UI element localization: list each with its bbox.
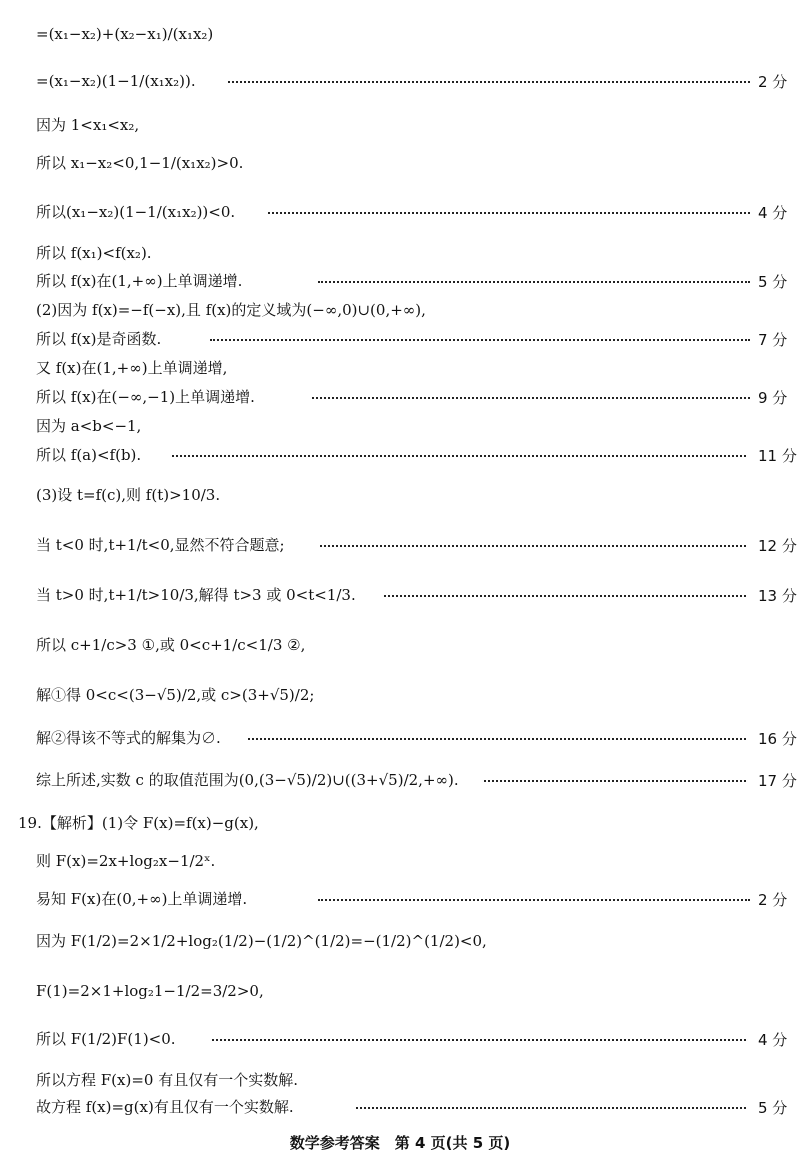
answer-line — [0, 411, 800, 441]
score-mark: 7 分 — [758, 330, 788, 349]
leader-dots — [312, 397, 750, 399]
leader-dots — [172, 455, 746, 457]
math-step: =(x₁−x₂)(1−1/(x₁x₂)). — [36, 71, 196, 90]
math-step: (3)设 t=f(c),则 f(t)>10/3. — [36, 485, 221, 504]
score-mark: 5 分 — [758, 1098, 788, 1117]
math-step: 解①得 0<c<(3−√5)/2,或 c>(3+√5)/2; — [36, 685, 315, 704]
score-mark: 2 分 — [758, 890, 788, 909]
score-mark: 4 分 — [758, 1030, 788, 1049]
math-step: 所以 f(x)在(−∞,−1)上单调递增. — [36, 387, 255, 406]
answer-line — [0, 765, 800, 795]
leader-dots — [484, 780, 746, 782]
math-step: 所以 f(x)是奇函数. — [36, 329, 162, 348]
math-step: 所以 F(1/2)F(1)<0. — [36, 1029, 176, 1048]
score-mark: 11 分 — [758, 446, 797, 465]
math-step: 综上所述,实数 c 的取值范围为(0,(3−√5)/2)∪((3+√5)/2,+∞). — [36, 770, 459, 789]
math-step: 解②得该不等式的解集为∅. — [36, 728, 221, 747]
math-step: 所以 x₁−x₂<0,1−1/(x₁x₂)>0. — [36, 153, 244, 172]
math-step: 所以方程 F(x)=0 有且仅有一个实数解. — [36, 1070, 298, 1089]
answer-line — [0, 808, 800, 838]
answer-line — [0, 723, 800, 753]
answer-line — [0, 19, 800, 49]
answer-line — [0, 353, 800, 383]
math-step: 因为 F(1/2)=2×1/2+log₂(1/2)−(1/2)^(1/2)=−(1/2)^(1/2)<0, — [36, 931, 487, 950]
math-step: (2)因为 f(x)=−f(−x),且 f(x)的定义域为(−∞,0)∪(0,+∞), — [36, 300, 426, 319]
answer-line — [0, 197, 800, 227]
leader-dots — [318, 899, 750, 901]
answer-line — [0, 846, 800, 876]
leader-dots — [356, 1107, 746, 1109]
math-step: 则 F(x)=2x+log₂x−1/2ˣ. — [36, 851, 216, 870]
leader-dots — [318, 281, 750, 283]
answer-line — [0, 110, 800, 140]
score-mark: 12 分 — [758, 536, 797, 555]
answer-line — [0, 66, 800, 96]
math-step: 故方程 f(x)=g(x)有且仅有一个实数解. — [36, 1097, 294, 1116]
score-mark: 5 分 — [758, 272, 788, 291]
math-step: 所以 f(a)<f(b). — [36, 445, 142, 464]
section-heading: 19.【解析】(1)令 F(x)=f(x)−g(x), — [18, 813, 259, 832]
math-step: 所以(x₁−x₂)(1−1/(x₁x₂))<0. — [36, 202, 236, 221]
math-step: 当 t<0 时,t+1/t<0,显然不符合题意; — [36, 535, 285, 554]
score-mark: 4 分 — [758, 203, 788, 222]
answer-line — [0, 480, 800, 510]
answer-line — [0, 148, 800, 178]
answer-line — [0, 382, 800, 412]
page-footer: 数学参考答案 第 4 页(共 5 页) — [289, 1134, 511, 1152]
answer-line — [0, 238, 800, 268]
answer-line — [0, 440, 800, 470]
score-mark: 9 分 — [758, 388, 788, 407]
leader-dots — [212, 1039, 746, 1041]
score-mark: 2 分 — [758, 72, 788, 91]
math-step: 所以 f(x₁)<f(x₂). — [36, 243, 152, 262]
answer-line — [0, 1092, 800, 1122]
score-mark: 17 分 — [758, 771, 797, 790]
math-step: F(1)=2×1+log₂1−1/2=3/2>0, — [36, 981, 264, 1000]
answer-line — [0, 1065, 800, 1095]
math-step: =(x₁−x₂)+(x₂−x₁)/(x₁x₂) — [36, 24, 214, 43]
answer-line — [0, 266, 800, 296]
answer-line — [0, 324, 800, 354]
answer-line — [0, 976, 800, 1006]
answer-line — [0, 580, 800, 610]
answer-line — [0, 630, 800, 660]
answer-line — [0, 680, 800, 710]
leader-dots — [228, 81, 750, 83]
score-mark: 16 分 — [758, 729, 797, 748]
answer-line — [0, 530, 800, 560]
leader-dots — [320, 545, 746, 547]
leader-dots — [248, 738, 746, 740]
leader-dots — [210, 339, 750, 341]
score-mark: 13 分 — [758, 586, 797, 605]
math-step: 又 f(x)在(1,+∞)上单调递增, — [36, 358, 228, 377]
math-step: 所以 f(x)在(1,+∞)上单调递增. — [36, 271, 243, 290]
leader-dots — [268, 212, 750, 214]
answer-line — [0, 295, 800, 325]
answer-line — [0, 1024, 800, 1054]
math-step: 所以 c+1/c>3 ①,或 0<c+1/c<1/3 ②, — [36, 635, 306, 654]
math-step: 因为 1<x₁<x₂, — [36, 115, 140, 134]
math-step: 当 t>0 时,t+1/t>10/3,解得 t>3 或 0<t<1/3. — [36, 585, 356, 604]
leader-dots — [384, 595, 746, 597]
answer-line — [0, 884, 800, 914]
math-step: 易知 F(x)在(0,+∞)上单调递增. — [36, 889, 248, 908]
answer-line — [0, 926, 800, 956]
math-step: 因为 a<b<−1, — [36, 416, 142, 435]
